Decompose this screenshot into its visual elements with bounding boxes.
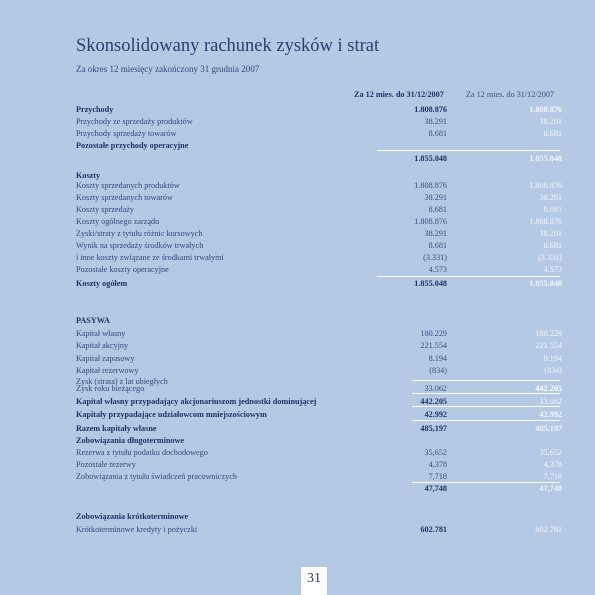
value-col1: 8.681 — [428, 129, 447, 138]
value-col1: 602.781 — [420, 525, 447, 534]
row-label: Zysk roku bieżącego — [76, 384, 145, 393]
row-label: Wynik na sprzedaży środków trwałych — [76, 241, 204, 250]
value-col1: 35,652 — [424, 448, 447, 457]
table-row — [0, 154, 595, 166]
row-label: Zysk (strata) z lat ubiegłych — [76, 377, 168, 386]
value-col1: 485,197 — [420, 424, 447, 433]
value-col2: 1.808.876 — [529, 181, 562, 190]
value-col1: (3.331) — [423, 253, 447, 262]
value-col2: 1.808.876 — [529, 217, 562, 226]
row-label: Przychody sprzedaży towarów — [76, 129, 177, 138]
value-col2: 4,378 — [543, 460, 562, 469]
table-row — [0, 279, 595, 291]
value-col1: 1.855.048 — [414, 154, 447, 163]
row-label: Koszty sprzedaży — [76, 205, 134, 214]
table-row — [0, 424, 595, 436]
table-row — [0, 193, 595, 205]
value-col2: 33.062 — [539, 397, 562, 406]
value-col1: 442.205 — [420, 397, 447, 406]
table-row — [0, 229, 595, 241]
table-row — [0, 448, 595, 460]
table-row — [0, 316, 595, 328]
value-col2: 42.992 — [539, 410, 562, 419]
value-col2: 4.573 — [543, 265, 562, 274]
row-label: Zobowiązania z tytułu świadczeń pracowniczych — [76, 472, 237, 481]
value-col1: 33.062 — [424, 384, 447, 393]
table-row — [0, 329, 595, 341]
row-label: Kapitał zapasowy — [76, 354, 135, 363]
page-subtitle: Za okres 12 miesięcy zakończony 31 grudnia 2007 — [76, 64, 260, 74]
table-row — [0, 205, 595, 217]
table-row — [0, 117, 595, 129]
value-col1: 7,718 — [428, 472, 447, 481]
value-col1: 180.229 — [420, 329, 447, 338]
divider — [412, 420, 560, 421]
table-row — [0, 217, 595, 229]
row-label: Koszty ogólnego zarządu — [76, 217, 160, 226]
table-row — [0, 512, 595, 524]
value-col1: 42.992 — [424, 410, 447, 419]
value-col2: 38.291 — [539, 117, 562, 126]
table-row — [0, 484, 595, 496]
row-label: Krótkoterminowe kredyty i pożyczki — [76, 525, 198, 534]
divider — [412, 380, 560, 381]
table-row — [0, 129, 595, 141]
row-label: Pozostałe przychody operacyjne — [76, 141, 189, 150]
value-col2: 8.681 — [543, 129, 562, 138]
row-label: i inne koszty związane ze środkami trwałymi — [76, 253, 224, 262]
value-col1: 38.291 — [424, 117, 447, 126]
divider — [412, 393, 560, 394]
value-col1: 1.808.876 — [414, 105, 447, 114]
value-col2: 485,197 — [535, 424, 562, 433]
value-col2: 602.781 — [535, 525, 562, 534]
row-label: Przychody — [76, 105, 114, 114]
row-label: Zobowiązania długoterminowe — [76, 436, 185, 445]
table-row — [0, 525, 595, 537]
value-col2: 35,652 — [539, 448, 562, 457]
value-col1: 38.291 — [424, 193, 447, 202]
row-label: Koszty ogółem — [76, 279, 128, 288]
table-row — [0, 436, 595, 448]
table-row — [0, 460, 595, 472]
value-col1: 221.554 — [420, 341, 447, 350]
row-label: Koszty sprzedanych produktów — [76, 181, 180, 190]
row-label: Koszty — [76, 171, 101, 180]
row-label: Pozostałe koszty operacyjne — [76, 265, 169, 274]
row-label: Kapitał własny — [76, 329, 126, 338]
table-row — [0, 354, 595, 366]
row-label: Pozostałe rezerwy — [76, 460, 136, 469]
value-col2: (834) — [544, 366, 562, 375]
row-label: Zyski/straty z tytułu różnic kursowych — [76, 229, 203, 238]
value-col1: 38.291 — [424, 229, 447, 238]
row-label: Kapitał rezerwowy — [76, 366, 139, 375]
value-col2: 221.554 — [535, 341, 562, 350]
value-col2: 8.194 — [543, 354, 562, 363]
value-col1: 4,378 — [428, 460, 447, 469]
value-col1: 1.808.876 — [414, 181, 447, 190]
table-row — [0, 141, 595, 153]
divider — [377, 276, 560, 277]
value-col2: 38.291 — [539, 229, 562, 238]
value-col1: (834) — [429, 366, 447, 375]
table-row — [0, 397, 595, 409]
value-col2: 442.205 — [535, 384, 562, 393]
page-title: Skonsolidowany rachunek zysków i strat — [76, 36, 380, 56]
divider — [377, 150, 560, 151]
row-label: Kapitały przypadające udziałowcom mniejszościowym — [76, 410, 267, 419]
column-header-2: Za 12 mies. do 31/12/2007 — [466, 90, 555, 99]
row-label: Przychody ze sprzedaży produktów — [76, 117, 193, 126]
table-row — [0, 241, 595, 253]
divider — [412, 482, 560, 483]
divider — [412, 406, 560, 407]
value-col1: 1.808.876 — [414, 217, 447, 226]
value-col1: 47,748 — [424, 484, 447, 493]
row-label: Kapitał własny przypadający akcjonariuszom jednostki dominującej — [76, 397, 317, 406]
value-col2: 47,748 — [539, 484, 562, 493]
row-label: Koszty sprzedanych towarów — [76, 193, 173, 202]
value-col1: 8.681 — [428, 205, 447, 214]
table-row — [0, 105, 595, 117]
value-col1: 8.194 — [428, 354, 447, 363]
column-header-1: Za 12 mies. do 31/12/2007 — [354, 90, 444, 99]
value-col2: 1.855.048 — [529, 279, 562, 288]
table-row — [0, 181, 595, 193]
value-col2: 7,718 — [543, 472, 562, 481]
page-number: 31 — [301, 567, 327, 595]
value-col2: 180.229 — [535, 329, 562, 338]
table-row — [0, 341, 595, 353]
value-col2: 1.808.876 — [529, 105, 562, 114]
row-label: Rezerwa z tytułu podatku dochodowego — [76, 448, 208, 457]
row-label: Razem kapitały własne — [76, 424, 157, 433]
table-row — [0, 384, 595, 396]
table-row — [0, 253, 595, 265]
value-col2: 8.681 — [543, 205, 562, 214]
value-col1: 4.573 — [428, 265, 447, 274]
value-col1: 8.681 — [428, 241, 447, 250]
value-col2: 1.855.048 — [529, 154, 562, 163]
value-col2: (3.331) — [538, 253, 562, 262]
value-col2: 8.681 — [543, 241, 562, 250]
row-label: Zobowiązania krótkoterminowe — [76, 512, 189, 521]
value-col2: 38.291 — [539, 193, 562, 202]
value-col1: 1.855.048 — [414, 279, 447, 288]
row-label: Kapitał akcyjny — [76, 341, 129, 350]
row-label: PASYWA — [76, 316, 110, 325]
